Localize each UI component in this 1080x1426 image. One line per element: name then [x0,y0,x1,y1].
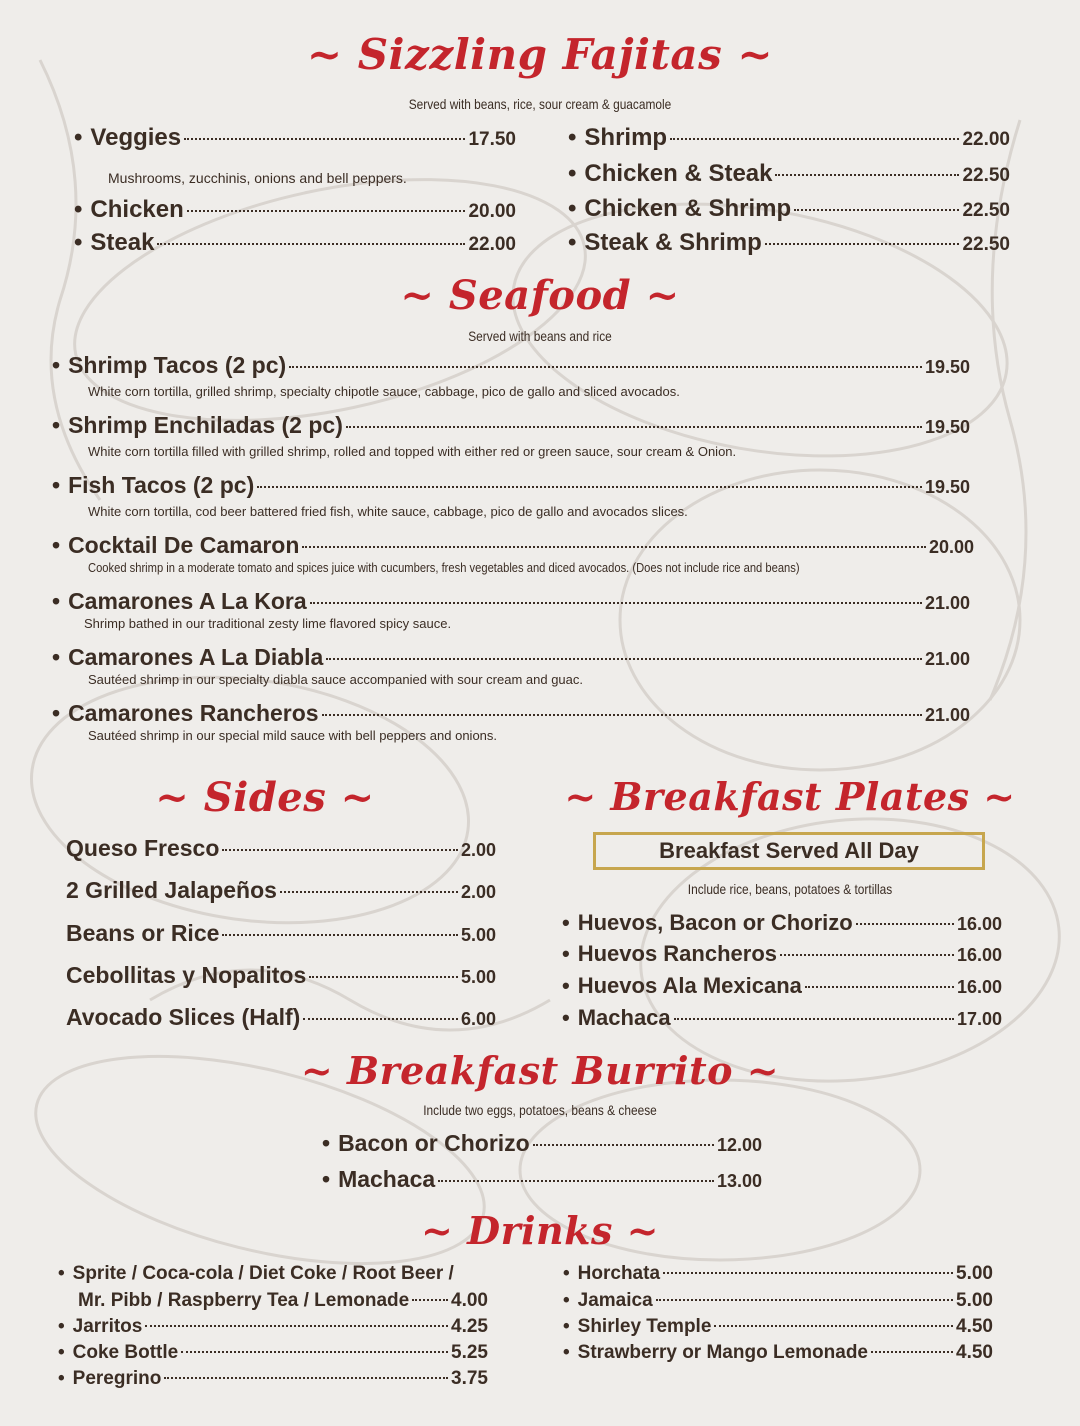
item-name: Avocado Slices (Half) [66,1004,301,1030]
bullet-icon: • [58,1316,65,1337]
drinks-title: ~ Drinks ~ [421,1208,659,1253]
drink-item [58,1342,488,1364]
item-price: 22.50 [962,200,1010,221]
burrito-item [322,1166,762,1193]
drink-item [563,1290,993,1312]
item-price: 21.00 [924,649,970,669]
drink-item [58,1263,488,1285]
bullet-icon: • [322,1130,331,1156]
drink-item [58,1368,488,1390]
bullet-icon: • [322,1166,331,1192]
menu-item-camarones-kora [52,588,970,615]
item-price: 16.00 [956,914,1002,934]
dot-leader [775,174,959,176]
dot-leader [326,658,922,660]
dot-leader [187,210,466,212]
side-item [66,835,496,862]
item-name: Shrimp Enchiladas (2 pc) [68,412,343,438]
item-price: 21.00 [924,593,970,613]
item-name: Shrimp Tacos (2 pc) [68,352,287,378]
menu-item-shrimp-tacos [52,352,970,379]
bullet-icon: • [52,352,61,378]
item-name: Sprite / Coca-cola / Diet Coke / Root Beer / [72,1263,454,1284]
bullet-icon: • [52,472,61,498]
item-name: Machaca [338,1166,436,1192]
item-description-text: Cooked shrimp in a moderate tomato and spices juice with cucumbers, fresh vegetables and diced avocados. (Does not include rice and beans) [88,560,800,575]
breakfast-banner [593,832,985,870]
dot-leader [670,138,959,140]
item-price: 17.50 [468,129,516,150]
menu-item-veggies [74,124,516,152]
sides-title: ~ Sides ~ [155,774,375,821]
fajitas-subtitle: Served with beans, rice, sour cream & guacamole [408,96,672,112]
item-name: Camarones A La Diabla [68,644,324,670]
menu-item-chicken [74,196,516,224]
bullet-icon: • [74,124,83,151]
menu-item-cocktail-de-camaron [52,532,974,559]
dot-leader [656,1299,953,1301]
item-name: Chicken [90,196,184,223]
item-name: Camarones Rancheros [68,700,319,726]
dot-leader [663,1272,953,1274]
item-name: Bacon or Chorizo [338,1130,530,1156]
item-name: Chicken & Shrimp [584,195,792,222]
seafood-title: ~ Seafood ~ [400,272,680,319]
item-description: Sautéed shrimp in our special mild sauce with bell peppers and onions. [88,728,498,743]
item-price: 13.00 [716,1171,762,1191]
drink-item [78,1290,488,1312]
bullet-icon: • [568,160,577,187]
bullet-icon: • [52,700,61,726]
item-price: 4.50 [956,1316,993,1337]
breakfast-burrito-subtitle: Include two eggs, potatoes, beans & cheese [423,1102,657,1118]
item-name: Shrimp [584,124,668,151]
bullet-icon: • [568,195,577,222]
dot-leader [438,1180,714,1182]
item-description: White corn tortilla filled with grilled shrimp, rolled and topped with either red or green sauce, sour cream & Onion. [88,444,737,459]
item-name: 2 Grilled Jalapeños [66,877,277,903]
item-price: 19.50 [924,477,970,497]
item-description: Mushrooms, zucchinis, onions and bell peppers. [108,170,407,186]
dot-leader [181,1351,448,1353]
drink-item [58,1316,488,1338]
breakfast-burrito-title: ~ Breakfast Burrito ~ [300,1048,780,1093]
dot-leader [714,1325,953,1327]
menu-item-chicken-steak [568,160,1010,188]
item-name: Jarritos [72,1316,143,1337]
item-name: Coke Bottle [72,1342,179,1363]
dot-leader [222,934,458,936]
item-name: Shirley Temple [577,1316,712,1337]
dot-leader [302,546,926,548]
breakfast-plates-subtitle: Include rice, beans, potatoes & tortillas [687,881,893,897]
dot-leader [322,714,922,716]
bullet-icon: • [52,412,61,438]
item-name: Queso Fresco [66,835,220,861]
item-price: 5.00 [956,1290,993,1311]
dot-leader [157,243,465,245]
item-name: Peregrino [72,1368,162,1389]
breakfast-item [562,1005,1002,1031]
dot-leader [674,1018,954,1020]
side-item [66,920,496,947]
dot-leader [871,1351,953,1353]
breakfast-item [562,910,1002,936]
dot-leader [856,923,954,925]
bullet-icon: • [562,941,570,966]
dot-leader [184,138,465,140]
item-price: 5.00 [956,1263,993,1284]
bullet-icon: • [58,1368,65,1389]
breakfast-item [562,941,1002,967]
dot-leader [145,1325,448,1327]
item-name: Mr. Pibb / Raspberry Tea / Lemonade [78,1290,410,1311]
item-price: 17.00 [956,1009,1002,1029]
bullet-icon: • [563,1342,570,1363]
item-price: 19.50 [924,357,970,377]
item-name: Cocktail De Camaron [68,532,300,558]
item-name: Huevos Ala Mexicana [577,973,802,998]
dot-leader [794,209,959,211]
dot-leader [257,486,922,488]
item-price: 4.50 [956,1342,993,1363]
dot-leader [164,1377,448,1379]
fajitas-title: ~ Sizzling Fajitas ~ [306,30,774,79]
menu-item-shrimp-enchiladas [52,412,970,439]
bullet-icon: • [568,124,577,151]
bullet-icon: • [563,1263,570,1284]
item-price: 22.50 [962,234,1010,255]
item-price: 22.00 [468,234,516,255]
dot-leader [412,1299,448,1301]
item-description: Sautéed shrimp in our specialty diabla sauce accompanied with sour cream and guac. [88,672,583,687]
seafood-subtitle: Served with beans and rice [468,328,612,344]
item-price: 22.00 [962,129,1010,150]
item-price: 2.00 [460,882,496,902]
dot-leader [533,1144,714,1146]
drink-item [563,1263,993,1285]
bullet-icon: • [52,588,61,614]
item-price: 20.00 [928,537,974,557]
menu-item-camarones-rancheros [52,700,970,727]
item-price: 16.00 [956,945,1002,965]
bullet-icon: • [563,1316,570,1337]
dot-leader [303,1018,458,1020]
item-name: Veggies [90,124,182,151]
dot-leader [309,976,458,978]
dot-leader [765,243,960,245]
item-description: White corn tortilla, cod beer battered fried fish, white sauce, cabbage, pico de gallo and avocados slices. [88,504,688,519]
dot-leader [280,891,458,893]
item-price: 19.50 [924,417,970,437]
item-price: 21.00 [924,705,970,725]
item-price: 4.25 [451,1316,488,1337]
bullet-icon: • [74,229,83,256]
bullet-icon: • [58,1263,65,1284]
menu-item-camarones-diabla [52,644,970,671]
item-price: 4.00 [451,1290,488,1311]
side-item [66,962,496,989]
item-name: Horchata [577,1263,661,1284]
side-item [66,1004,496,1031]
breakfast-plates-title: ~ Breakfast Plates ~ [564,774,1016,819]
item-price: 16.00 [956,977,1002,997]
dot-leader [805,986,954,988]
item-description: White corn tortilla, grilled shrimp, specialty chipotle sauce, cabbage, pico de gallo and sliced avocados. [88,384,680,399]
bullet-icon: • [568,229,577,256]
bullet-icon: • [563,1290,570,1311]
item-name: Steak & Shrimp [584,229,762,256]
bullet-icon: • [562,910,570,935]
item-price: 6.00 [460,1009,496,1029]
item-price: 3.75 [451,1368,488,1389]
item-price: 5.00 [460,967,496,987]
item-name: Fish Tacos (2 pc) [68,472,255,498]
item-name: Cebollitas y Nopalitos [66,962,307,988]
bullet-icon: • [562,973,570,998]
menu-item-shrimp [568,124,1010,152]
dot-leader [780,954,954,956]
drink-item [563,1342,993,1364]
menu-item-fish-tacos [52,472,970,499]
item-price: 5.25 [451,1342,488,1363]
item-price: 20.00 [468,201,516,222]
dot-leader [346,426,922,428]
bullet-icon: • [52,532,61,558]
drink-item [563,1316,993,1338]
item-name: Machaca [577,1005,671,1030]
bullet-icon: • [562,1005,570,1030]
bullet-icon: • [52,644,61,670]
dot-leader [310,602,922,604]
dot-leader [289,366,922,368]
item-description [88,560,915,575]
item-price: 5.00 [460,925,496,945]
burrito-item [322,1130,762,1157]
menu-item-steak-shrimp [568,229,1010,257]
item-name: Huevos, Bacon or Chorizo [577,910,853,935]
item-name: Chicken & Steak [584,160,773,187]
item-name: Camarones A La Kora [68,588,307,614]
menu-item-chicken-shrimp [568,195,1010,223]
item-name: Beans or Rice [66,920,220,946]
breakfast-item [562,973,1002,999]
item-price: 12.00 [716,1135,762,1155]
breakfast-banner-text: Breakfast Served All Day [659,838,919,863]
item-price: 2.00 [460,840,496,860]
dot-leader [222,849,458,851]
bullet-icon: • [58,1342,65,1363]
item-name: Steak [90,229,155,256]
side-item [66,877,496,904]
item-price: 22.50 [962,165,1010,186]
item-name: Jamaica [577,1290,653,1311]
menu-item-steak [74,229,516,257]
item-description: Shrimp bathed in our traditional zesty lime flavored spicy sauce. [84,616,452,631]
item-name: Huevos Rancheros [577,941,777,966]
item-name: Strawberry or Mango Lemonade [577,1342,868,1363]
bullet-icon: • [74,196,83,223]
